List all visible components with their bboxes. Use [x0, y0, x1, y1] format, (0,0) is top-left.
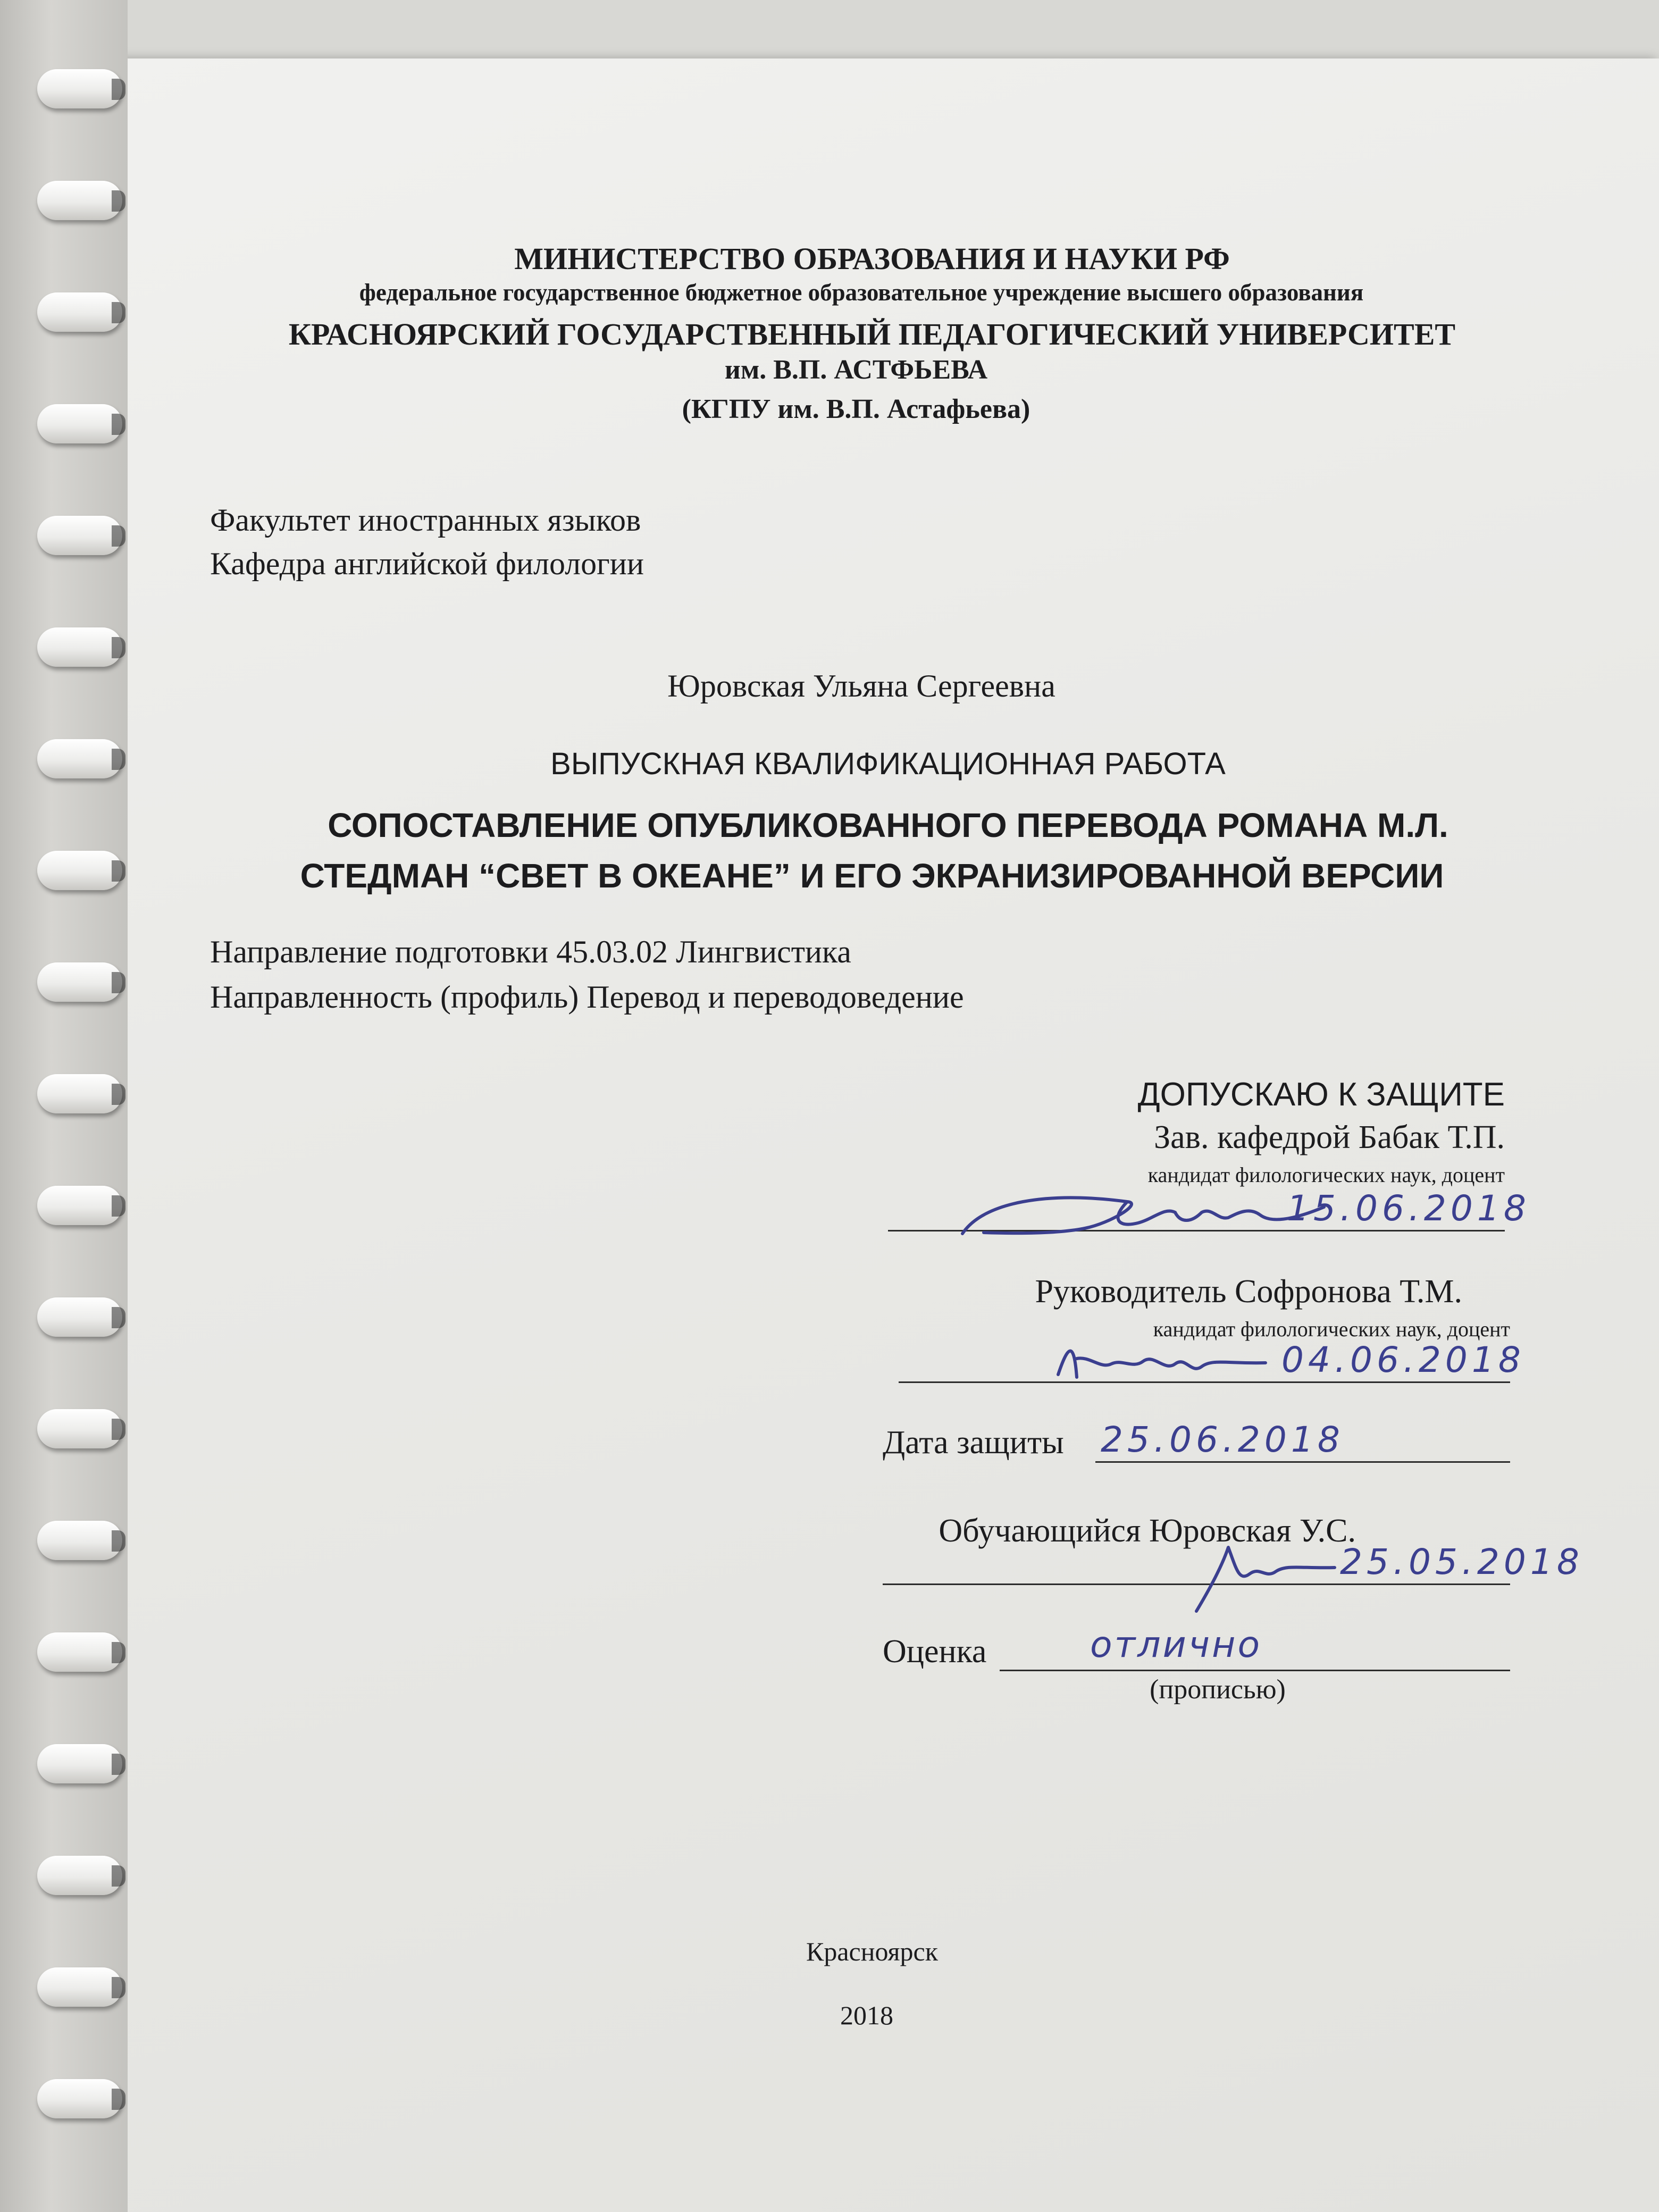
supervisor-name: Руководитель Софронова Т.М.	[1035, 1273, 1462, 1310]
department: Кафедра английской филологии	[210, 546, 644, 581]
approval-heading: ДОПУСКАЮ К ЗАЩИТЕ	[1137, 1076, 1505, 1113]
binder-ring	[37, 1744, 122, 1783]
head-degree: кандидат филологических наук, доцент	[1147, 1163, 1505, 1187]
student-name: Обучающийся Юровская У.С.	[939, 1513, 1356, 1549]
supervisor-signature	[1053, 1332, 1276, 1390]
binder-ring	[37, 1074, 122, 1113]
supervisor-degree: кандидат филологических наук, доцент	[1153, 1317, 1510, 1341]
head-of-department: Зав. кафедрой Бабак Т.П.	[1154, 1119, 1505, 1155]
binder-ring	[37, 1967, 122, 2007]
university-abbreviation: (КГПУ им. В.П. Астафьева)	[682, 394, 1030, 424]
binder-ring	[37, 516, 122, 555]
binder-ring	[37, 739, 122, 778]
supervisor-date: 04.06.2018	[1281, 1339, 1525, 1380]
ministry-heading: МИНИСТЕРСТВО ОБРАЗОВАНИЯ И НАУКИ РФ	[514, 241, 1230, 276]
binder-ring	[37, 962, 122, 1002]
faculty: Факультет иностранных языков	[210, 502, 641, 538]
defense-date: 25.06.2018	[1101, 1419, 1344, 1460]
author-name: Юровская Ульяна Сергеевна	[667, 668, 1055, 703]
binder-spine	[0, 0, 128, 2212]
binder-ring	[37, 1521, 122, 1560]
binder-ring	[37, 1856, 122, 1895]
binder-ring	[37, 2079, 122, 2118]
binder-ring	[37, 69, 122, 108]
binder-ring	[37, 851, 122, 890]
head-approval-date: 15.06.2018	[1287, 1188, 1530, 1229]
named-after: им. В.П. АСТФЬЕВА	[724, 355, 988, 385]
student-date: 25.05.2018	[1340, 1541, 1583, 1582]
grade-label: Оценка	[883, 1633, 987, 1670]
binder-ring	[37, 292, 122, 332]
binder-ring	[37, 1409, 122, 1448]
defense-label: Дата защиты	[883, 1425, 1064, 1461]
defense-date-line	[1095, 1461, 1510, 1463]
grade-value: отлично	[1090, 1624, 1262, 1666]
university-name: КРАСНОЯРСКИЙ ГОСУДАРСТВЕННЫЙ ПЕДАГОГИЧЕСКИЙ УНИВЕРСИТЕТ	[288, 317, 1456, 351]
binder-ring	[37, 627, 122, 667]
thesis-title-line-1: СОПОСТАВЛЕНИЕ ОПУБЛИКОВАННОГО ПЕРЕВОДА РОМАНА М.Л.	[328, 806, 1448, 844]
binder-ring	[37, 404, 122, 443]
year: 2018	[840, 2000, 893, 2030]
city: Красноярск	[806, 1937, 939, 1966]
study-direction: Направление подготовки 45.03.02 Лингвистика	[210, 934, 851, 969]
study-profile: Направленность (профиль) Перевод и переводоведение	[210, 979, 964, 1015]
title-page	[80, 58, 1659, 2212]
binder-ring	[37, 181, 122, 220]
binder-ring	[37, 1297, 122, 1337]
binder-ring	[37, 1632, 122, 1672]
institution-type: федеральное государственное бюджетное образовательное учреждение высшего образования	[359, 279, 1364, 306]
binder-ring	[37, 1186, 122, 1225]
grade-line	[1000, 1670, 1510, 1671]
student-signature	[1186, 1531, 1345, 1616]
thesis-title-line-2: СТЕДМАН “СВЕТ В ОКЕАНЕ” И ЕГО ЭКРАНИЗИРОВАННОЙ ВЕРСИИ	[300, 857, 1444, 895]
work-type: ВЫПУСКНАЯ КВАЛИФИКАЦИОННАЯ РАБОТА	[550, 747, 1226, 781]
grade-note: (прописью)	[1150, 1674, 1286, 1705]
